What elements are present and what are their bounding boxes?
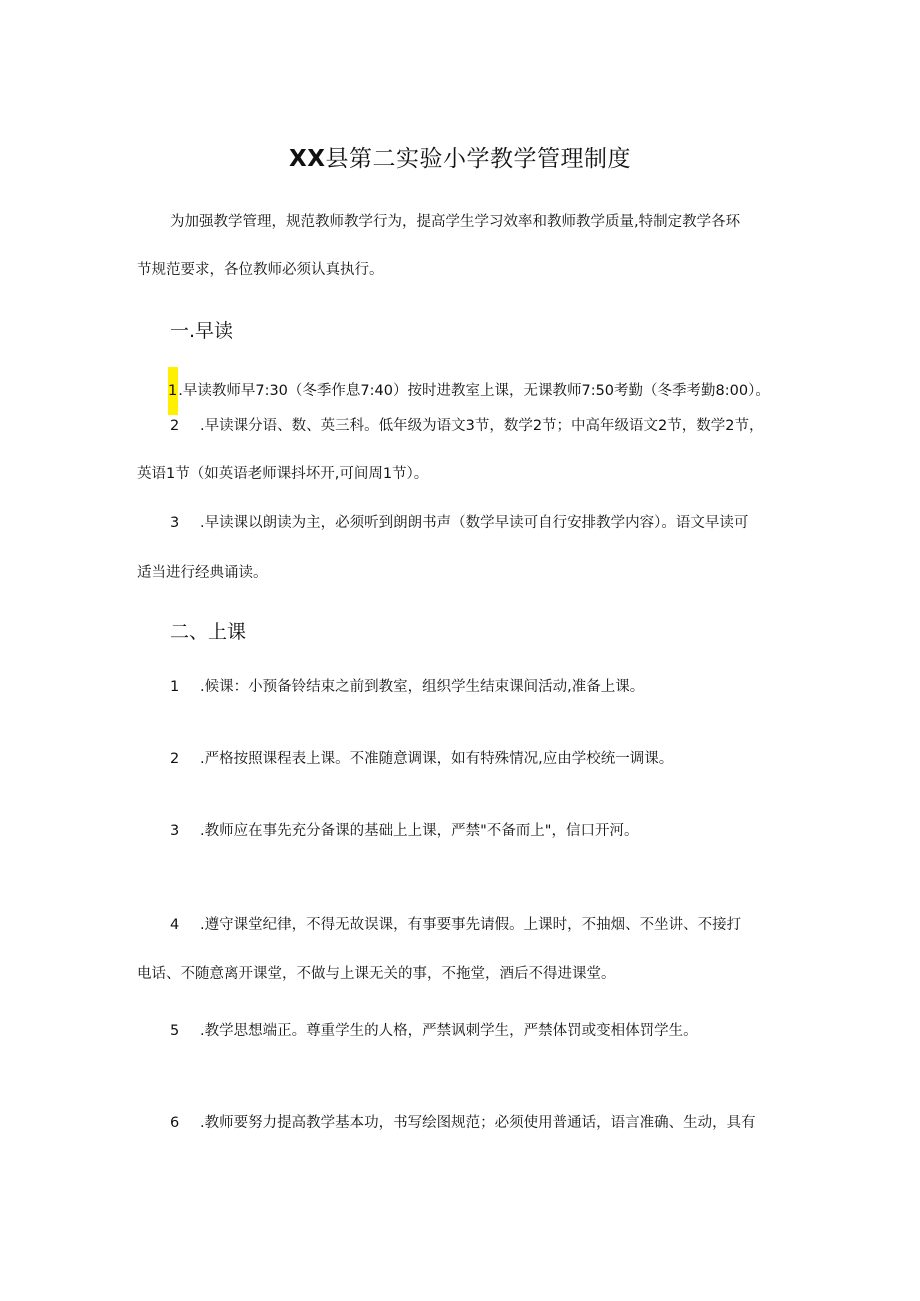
s1-item-2-line-2: 英语1节（如英语老师课抖坏开,可间周1节）。: [137, 466, 429, 482]
s2-item-6: [170, 1112, 820, 1134]
s1-item-1: [170, 367, 820, 415]
s1-item-1-text: .早读教师早7:30（冬季作息7:40）按时进教室上课，无课教师7:50考勤（冬季考勤8:00）。: [178, 383, 770, 399]
s2-item-2-num: 2: [170, 751, 180, 767]
s2-item-2-text: .严格按照课程表上课。不准随意调课，如有特殊情况,应由学校统一调课。: [200, 751, 674, 767]
section-2-heading: 二、上课: [170, 621, 247, 643]
s2-item-4-line-2: 电话、不随意离开课堂，不做与上课无关的事，不拖堂，酒后不得进课堂。: [137, 966, 616, 982]
s2-item-1-num: 1: [170, 679, 180, 695]
s2-item-5-num: 5: [170, 1023, 180, 1039]
title-prefix: XX: [289, 146, 326, 172]
s1-item-2-line-1: [170, 415, 820, 437]
section-1-heading: 一.早读: [170, 320, 234, 342]
highlight-mark: [168, 367, 178, 415]
s2-item-4-text: .遵守课堂纪律，不得无故误课，有事要事先请假。上课时，不抽烟、不坐讲、不接打: [200, 917, 742, 933]
s2-item-4-line-1: [170, 914, 820, 936]
s1-item-3-line-2: 适当进行经典诵读。: [137, 565, 268, 581]
s2-item-1: [170, 676, 820, 698]
document-title: [0, 143, 920, 175]
s2-item-1-text: .候课：小预备铃结束之前到教室，组织学生结束课间活动,准备上课。: [200, 679, 645, 695]
s2-item-6-num: 6: [170, 1115, 180, 1131]
s2-item-5-text: .教学思想端正。尊重学生的人格，严禁讽刺学生，严禁体罚或变相体罚学生。: [200, 1023, 698, 1039]
s1-item-1-num: 1: [168, 383, 178, 399]
title-text: 县第二实验小学教学管理制度: [325, 146, 631, 172]
s1-item-2-text: .早读课分语、数、英三科。低年级为语文3节，数学2节；中高年级语文2节，数学2节，: [200, 418, 764, 434]
s2-item-6-text: .教师要努力提高教学基本功，书写绘图规范；必须使用普通话，语言准确、生动，具有: [200, 1115, 756, 1131]
s2-item-3-text: .教师应在事先充分备课的基础上上课，严禁"不备而上"，信口开河。: [200, 823, 639, 839]
s2-item-2: [170, 748, 820, 770]
s2-item-3-num: 3: [170, 823, 180, 839]
intro-line-2: 节规范要求，各位教师必须认真执行。: [137, 262, 384, 278]
s1-item-3-text: .早读课以朗读为主，必须听到朗朗书声（数学早读可自行安排教学内容）。语文早读可: [200, 515, 749, 531]
s1-item-3-num: 3: [170, 515, 180, 531]
s2-item-5: [170, 1020, 820, 1042]
s1-item-3-line-1: [170, 512, 820, 534]
s2-item-3: [170, 820, 820, 842]
intro-line-1: 为加强教学管理，规范教师教学行为，提高学生学习效率和教师教学质量,特制定教学各环: [170, 214, 741, 230]
s2-item-4-num: 4: [170, 917, 180, 933]
s1-item-2-num: 2: [170, 418, 180, 434]
